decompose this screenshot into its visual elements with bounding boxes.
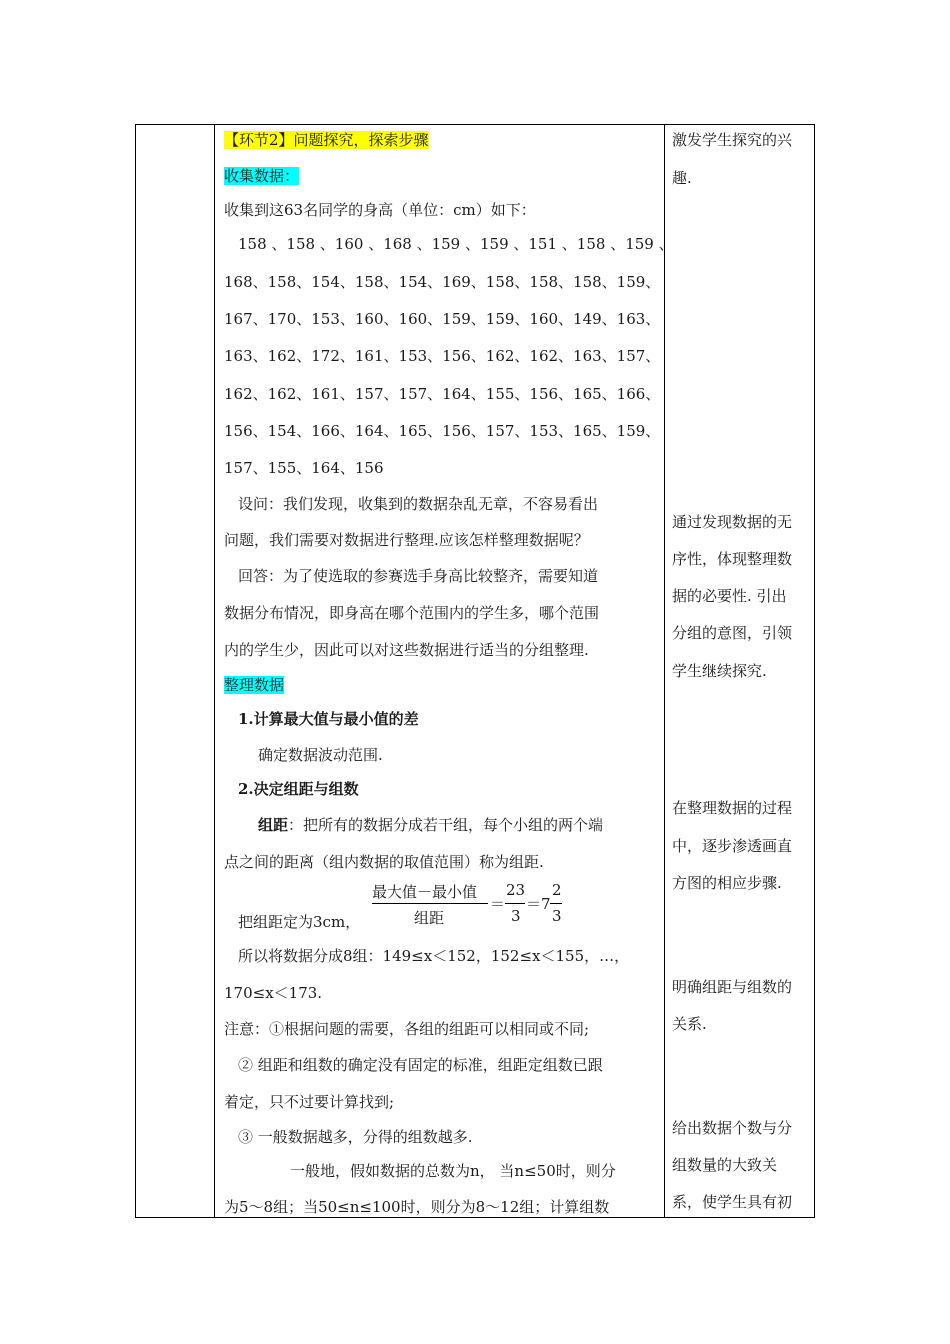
step1-text: 确定数据波动范围. (258, 746, 383, 764)
answer-line: 数据分布情况，即身高在哪个范围内的学生多，哪个范围 (224, 604, 600, 622)
formula-numerator-3: 2 (552, 881, 562, 899)
formula-equals-seven: ＝7 (526, 895, 551, 913)
fraction-bar (372, 903, 488, 904)
organize-heading: 整理数据 (224, 676, 285, 694)
column-divider-right (664, 125, 665, 1217)
note-side-line: 学生继续探究. (672, 662, 767, 680)
formula-denominator-2: 3 (511, 907, 521, 925)
data-row: 168、158、154、158、154、169、158、158、158、159、 (224, 273, 661, 291)
width-text: 把组距定为3cm， (238, 913, 361, 931)
data-row: 156、154、166、164、165、156、157、153、165、159、 (224, 422, 661, 440)
note-line: ③ 一般数据越多，分得的组数越多. (238, 1128, 473, 1146)
data-row: 158 、158 、160 、168 、159 、159 、151 、158 、159 、 (238, 235, 674, 253)
collect-heading: 收集数据： (224, 167, 300, 185)
note-side-line: 趣. (672, 169, 692, 187)
question-line: 设问：我们发现，收集到的数据杂乱无章，不容易看出 (238, 495, 599, 513)
formula-numerator: 最大值－最小值 (372, 883, 478, 901)
note-side-line: 方图的相应步骤. (672, 874, 782, 892)
answer-line: 内的学生少，因此可以对这些数据进行适当的分组整理. (224, 641, 589, 659)
note-side-line: 组数量的大致关 (672, 1156, 778, 1174)
section-heading: 【环节2】问题探究，探索步骤 (224, 131, 429, 149)
note-side-line: 明确组距与组数的 (672, 978, 793, 996)
groups-line: 170≤x＜173. (224, 984, 323, 1002)
note-line: 着定，只不过要计算找到; (224, 1093, 395, 1111)
formula-denominator-3: 3 (552, 907, 562, 925)
note-side-line: 分组的意图，引领 (672, 624, 793, 642)
formula-numerator-2: 23 (506, 881, 526, 899)
definition-line (258, 814, 603, 836)
data-row: 167、170、153、160、160、159、159、160、149、163、 (224, 310, 661, 328)
groups-line: 所以将数据分成8组：149≤x＜152，152≤x＜155，…， (238, 947, 630, 965)
note-side-line: 关系. (672, 1015, 707, 1033)
general-line: 为5～8组；当50≤n≤100时，则分为8～12组；计算组数 (224, 1198, 610, 1216)
note-side-line: 系，使学生具有初 (672, 1193, 793, 1211)
collect-intro: 收集到这63名同学的身高（单位：cm）如下： (224, 201, 536, 219)
note-side-line: 中，逐步渗透画直 (672, 837, 793, 855)
note-line: ② 组距和组数的确定没有固定的标准，组距定组数已跟 (238, 1056, 603, 1074)
answer-line: 回答：为了使选取的参赛选手身高比较整齐，需要知道 (238, 567, 599, 585)
note-side-line: 在整理数据的过程 (672, 799, 793, 817)
note-side-line: 给出数据个数与分 (672, 1119, 793, 1137)
note-side-line: 据的必要性. 引出 (672, 587, 787, 605)
note-side-line: 激发学生探究的兴 (672, 131, 793, 149)
note-line: 注意：①根据问题的需要，各组的组距可以相同或不同; (224, 1020, 590, 1038)
data-row: 162、162、161、157、157、164、155、156、165、166、 (224, 385, 661, 403)
fraction-bar (505, 903, 525, 904)
formula-denominator: 组距 (414, 909, 445, 927)
note-side-line: 通过发现数据的无 (672, 513, 793, 531)
general-line: 一般地，假如数据的总数为n， 当n≤50时，则分 (290, 1162, 616, 1180)
question-line: 问题，我们需要对数据进行整理.应该怎样整理数据呢？ (224, 531, 589, 549)
column-divider-left (214, 125, 215, 1217)
definition-line: 点之间的距离（组内数据的取值范围）称为组距. (224, 853, 544, 871)
note-side-line: 序性，体现整理数 (672, 550, 793, 568)
data-row: 157、155、164、156 (224, 459, 384, 477)
data-row: 163、162、172、161、153、156、162、162、163、157、 (224, 347, 661, 365)
step2-title: 2.决定组距与组数 (238, 780, 359, 798)
definition-term: 组距 (258, 816, 289, 834)
fraction-bar (550, 903, 562, 904)
step1-title: 1.计算最大值与最小值的差 (238, 710, 419, 728)
definition-text: ：把所有的数据分成若干组，每个小组的两个端 (288, 816, 604, 834)
formula-equals: ＝ (490, 895, 506, 913)
lesson-table (135, 124, 815, 1218)
